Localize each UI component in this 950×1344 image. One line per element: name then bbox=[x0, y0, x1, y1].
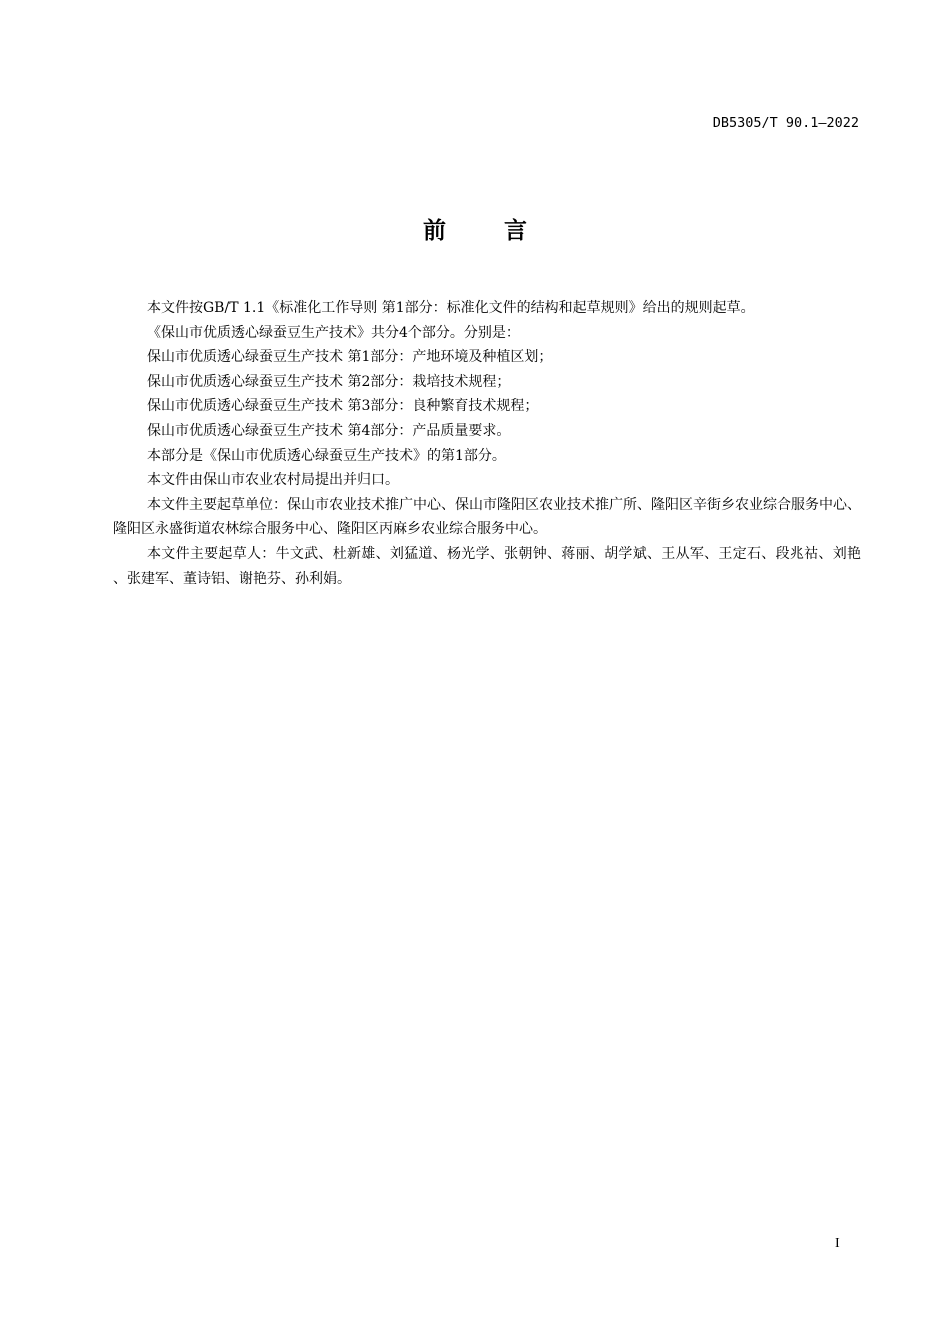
paragraph-part-1: 保山市优质透心绿蚕豆生产技术 第1部分：产地环境及种植区划； bbox=[147, 349, 553, 366]
paragraph-drafting-rules: 本文件按GB/T 1.1《标准化工作导则 第1部分：标准化文件的结构和起草规则》给出的规则起草。 bbox=[147, 300, 755, 316]
section-title bbox=[0, 212, 950, 245]
paragraph-drafters: 本文件主要起草人：牛文武、杜新雄、刘猛道、杨光学、张朝钟、蒋丽、胡学斌、王从军、王定石、段兆祜、刘艳 、张建军、董诗铝、谢艳芬、孙利娟。 bbox=[113, 545, 861, 587]
paragraph-drafting-units: 本文件主要起草单位：保山市农业技术推广中心、保山市隆阳区农业技术推广所、隆阳区辛街乡农业综合服务中心、隆阳区永盛街道农林综合服务中心、隆阳区丙麻乡农业综合服务中心。 bbox=[113, 496, 861, 538]
page-number: I bbox=[835, 1236, 840, 1251]
paragraph-part-2: 保山市优质透心绿蚕豆生产技术 第2部分：栽培技术规程； bbox=[147, 373, 511, 390]
paragraph-parts-overview: 《保山市优质透心绿蚕豆生产技术》共分4个部分。分别是： bbox=[147, 324, 520, 341]
document-code: DB5305/T 90.1—2022 bbox=[712, 115, 859, 131]
paragraph-proposer: 本文件由保山市农业农村局提出并归口。 bbox=[147, 472, 399, 489]
foreword-body bbox=[113, 296, 861, 591]
paragraph-this-part: 本部分是《保山市优质透心绿蚕豆生产技术》的第1部分。 bbox=[147, 447, 506, 464]
paragraph-part-3: 保山市优质透心绿蚕豆生产技术 第3部分：良种繁育技术规程； bbox=[147, 398, 539, 415]
section-title-char-2: 言 bbox=[504, 218, 527, 244]
section-title-char-1: 前 bbox=[423, 218, 446, 244]
paragraph-part-4: 保山市优质透心绿蚕豆生产技术 第4部分：产品质量要求。 bbox=[147, 422, 511, 439]
